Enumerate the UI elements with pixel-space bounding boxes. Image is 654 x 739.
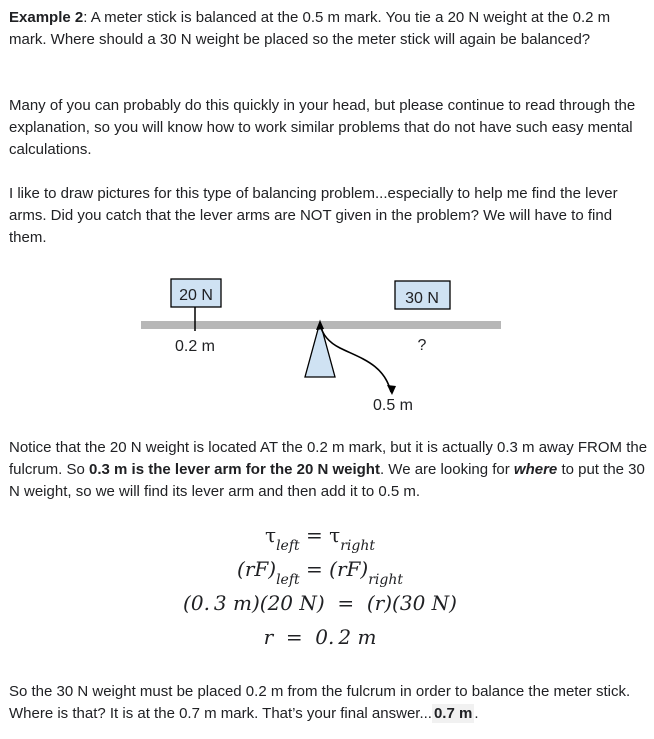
final-answer: 0.7 m — [433, 705, 473, 722]
equation-torque-balance — [160, 520, 480, 554]
rf-right: (rF) — [329, 557, 369, 581]
drawing-paragraph — [9, 183, 649, 249]
equation-substitution — [160, 588, 480, 622]
explanation-paragraph — [9, 437, 649, 503]
conclusion-paragraph — [9, 681, 649, 725]
left-position-label: 0.2 m — [174, 338, 216, 355]
rf-left: (rF) — [237, 557, 277, 581]
intro-paragraph — [9, 95, 649, 161]
fulcrum-pointer-arrow — [320, 324, 391, 392]
equals-sign: = — [299, 523, 330, 547]
explanation-text-a: Notice that the 20 N weight is located AT the 0.2 m mark, but it is actually 0.3 m away FROM the fulcrum. So — [9, 439, 648, 478]
example-problem-paragraph — [9, 7, 649, 51]
substitution-text: (0. 3 m)(20 N) = (r)(30 N) — [183, 591, 457, 615]
sub-left: left — [276, 572, 300, 588]
explanation-text-c: to put the 30 N weight, so we will find its lever arm and then add it to 0.5 m. — [9, 461, 645, 500]
sub-left: left — [276, 538, 300, 554]
equation-rf-balance — [160, 554, 480, 588]
sub-right: right — [340, 538, 375, 554]
conclusion-text: So the 30 N weight must be placed 0.2 m from the fulcrum in order to balance the meter stick. Where is that? It is at the 0.7 m mark. That’s your final answer... — [9, 683, 631, 722]
fulcrum-triangle — [305, 322, 335, 377]
left-weight-label: 20 N — [179, 287, 213, 304]
equation-result — [160, 622, 480, 656]
sub-right: right — [368, 572, 403, 588]
arrow-head-bottom — [387, 385, 396, 395]
tau-right: τ — [329, 523, 341, 547]
intro-text: Many of you can probably do this quickly in your head, but please continue to read through the explanation, so you will know how to work similar problems that do not have such easy mental calculations. — [9, 97, 636, 158]
lever-arm-emphasis: 0.3 m is the lever arm for the 20 N weight — [89, 461, 380, 478]
fulcrum-position-label: 0.5 m — [372, 397, 414, 414]
result-text: r = 0. 2 m — [263, 625, 377, 649]
tau-left: τ — [265, 523, 277, 547]
unknown-position-label: ? — [417, 337, 427, 354]
example-label: Example 2 — [9, 9, 84, 26]
torque-equations — [160, 520, 480, 656]
drawing-text: I like to draw pictures for this type of balancing problem...especially to help me find the lever arms. Did you catch that the lever arms are NOT given in the problem? We will have to find them. — [9, 185, 618, 246]
right-weight-label: 30 N — [405, 290, 439, 307]
lever-diagram — [0, 270, 654, 420]
where-emphasis: where — [513, 461, 558, 478]
equals-sign: = — [299, 557, 330, 581]
problem-text: : A meter stick is balanced at the 0.5 m mark. You tie a 20 N weight at the 0.2 m mark. Where should a 30 N weight be placed so the meter stick will again be balanced? — [9, 9, 611, 48]
explanation-text-b: . We are looking for — [379, 461, 514, 478]
conclusion-end: . — [474, 705, 479, 722]
